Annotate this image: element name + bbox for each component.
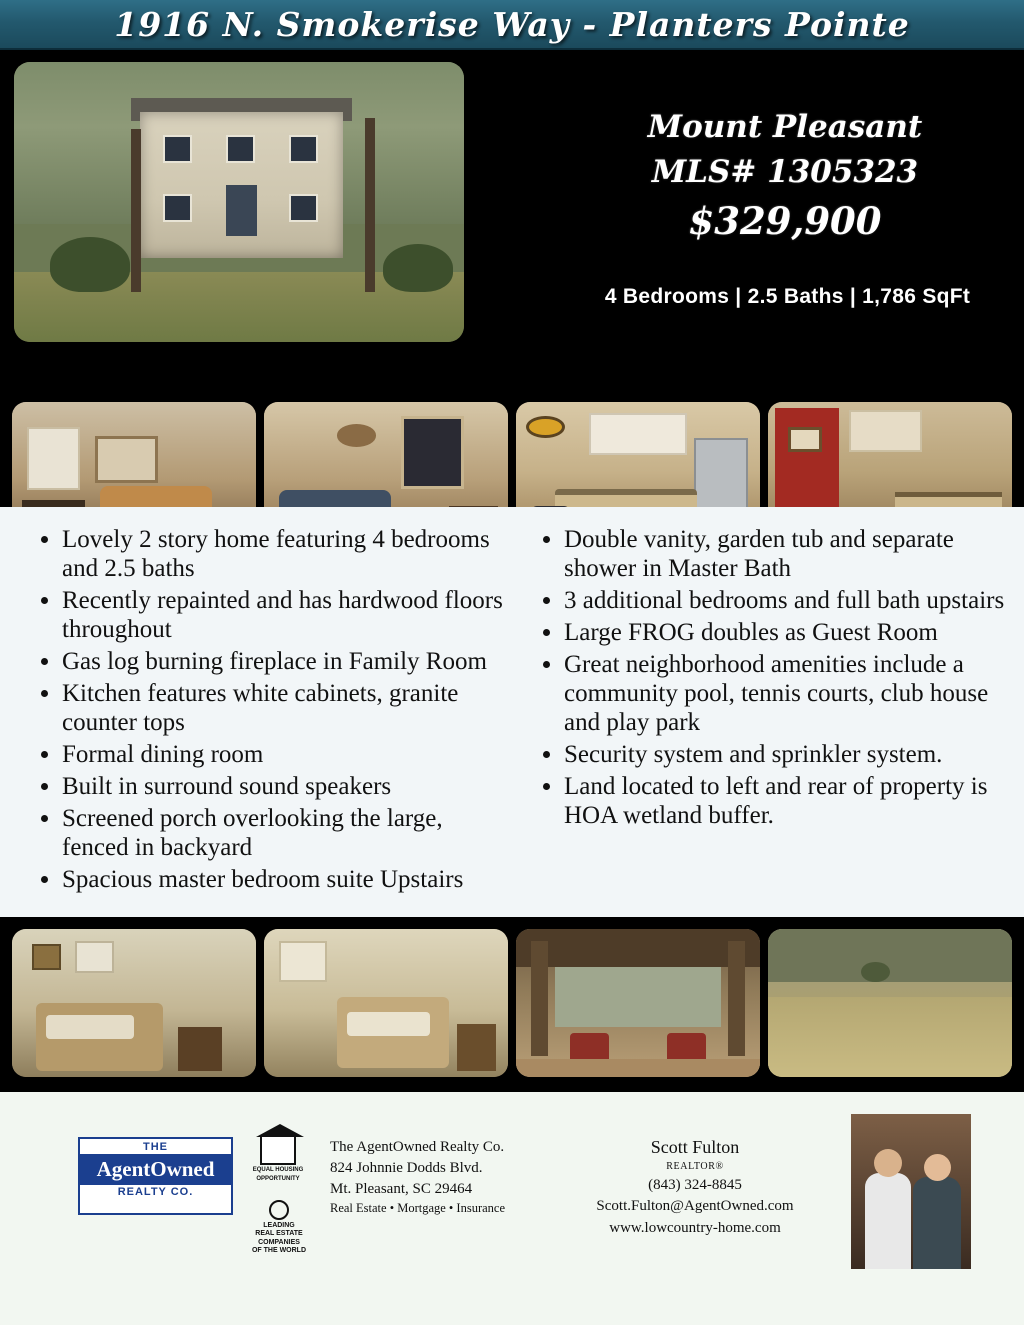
agent-phone[interactable]: (843) 324-8845 — [648, 1176, 742, 1193]
screened-porch-photo — [516, 929, 760, 1077]
feature-item: • Built in surround sound speakers — [62, 772, 512, 801]
house-icon — [260, 1135, 296, 1165]
leading-line-1: LEADING — [263, 1222, 295, 1229]
features-left-column — [10, 525, 512, 917]
logo-top-text: THE — [143, 1141, 168, 1153]
backyard-photo — [768, 929, 1012, 1077]
flyer-header — [0, 0, 1024, 50]
listing-price: $329,900 — [688, 198, 882, 243]
logo-main-text: AgentOwned — [80, 1154, 231, 1185]
logo-sub-text: REALTY CO. — [117, 1186, 194, 1198]
page-title: 1916 N. Smokerise Way - Planters Pointe — [114, 4, 910, 44]
company-name: The AgentOwned Realty Co. — [330, 1139, 505, 1155]
leading-line-4: OF THE WORLD — [251, 1247, 307, 1255]
exterior-front-photo — [14, 62, 464, 342]
company-address: 824 Johnnie Dodds Blvd. — [330, 1160, 483, 1176]
agent-info — [560, 1134, 830, 1240]
photo-shrub — [383, 244, 453, 292]
photo-tree — [365, 118, 375, 292]
eho-line-1: EQUAL HOUSING — [252, 1167, 304, 1173]
guest-bedroom-photo — [264, 929, 508, 1077]
feature-item: • Lovely 2 story home featuring 4 bedrooms and 2.5 baths — [62, 525, 512, 583]
photo-window — [163, 135, 192, 163]
flyer-footer — [0, 1092, 1024, 1325]
photo-window — [289, 194, 318, 222]
equal-housing-opportunity-icon — [248, 1135, 308, 1183]
agent-portrait-photo — [851, 1114, 971, 1269]
photo-front-door — [226, 185, 258, 235]
feature-item: • Spacious master bedroom suite Upstairs — [62, 865, 512, 894]
feature-item: • Great neighborhood amenities include a community pool, tennis courts, club house and play park — [564, 650, 1014, 737]
globe-icon — [269, 1200, 289, 1220]
listing-city: Mount Pleasant — [647, 109, 923, 145]
photo-window — [226, 135, 255, 163]
master-bedroom-photo — [12, 929, 256, 1077]
listing-mls: MLS# 1305323 — [651, 153, 919, 190]
agent-name: Scott Fulton — [650, 1137, 740, 1157]
agent-email[interactable]: Scott.Fulton@AgentOwned.com — [596, 1198, 794, 1215]
bottom-photo-band — [0, 917, 1024, 1092]
company-services: Real Estate • Mortgage • Insurance — [330, 1201, 506, 1215]
feature-item: • Land located to left and rear of property is HOA wetland buffer. — [564, 772, 1014, 830]
leading-line-3: COMPANIES — [258, 1238, 300, 1246]
eho-line-2: OPPORTUNITY — [256, 1175, 300, 1182]
top-photo-band — [0, 50, 1024, 507]
features-section — [0, 507, 1024, 917]
company-city: Mt. Pleasant, SC 29464 — [330, 1181, 473, 1197]
feature-item: • Kitchen features white cabinets, granite counter tops — [62, 679, 512, 737]
photo-tree — [131, 129, 141, 291]
leading-real-estate-logo — [248, 1200, 310, 1256]
photo-window — [289, 135, 318, 163]
photo-shrub — [50, 237, 130, 292]
agent-title: REALTOR® — [666, 1161, 724, 1173]
feature-item: • 3 additional bedrooms and full bath upstairs — [564, 586, 1014, 615]
feature-item: • Formal dining room — [62, 740, 512, 769]
feature-item: • Recently repainted and has hardwood floors throughout — [62, 586, 512, 644]
company-info — [330, 1137, 540, 1218]
feature-item: • Gas log burning fireplace in Family Room — [62, 647, 512, 676]
agentowned-logo — [78, 1137, 233, 1215]
feature-item: • Large FROG doubles as Guest Room — [564, 618, 1014, 647]
agent-website[interactable]: www.lowcountry-home.com — [609, 1220, 781, 1237]
feature-item: • Security system and sprinkler system. — [564, 740, 1014, 769]
feature-item: • Screened porch overlooking the large, fenced in backyard — [62, 804, 512, 862]
features-right-column — [512, 525, 1014, 917]
feature-item: • Double vanity, garden tub and separate shower in Master Bath — [564, 525, 1014, 583]
bottom-thumbnail-strip — [0, 929, 1024, 1079]
listing-info — [560, 105, 1010, 249]
listing-specs: 4 Bedrooms | 2.5 Baths | 1,786 SqFt — [604, 285, 971, 308]
leading-line-2: REAL ESTATE — [255, 1230, 303, 1238]
photo-window — [163, 194, 192, 222]
